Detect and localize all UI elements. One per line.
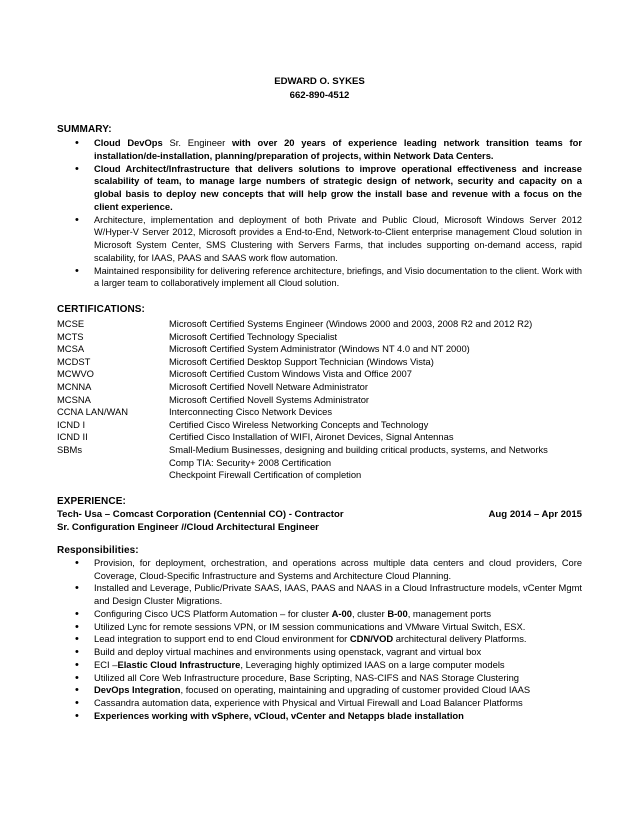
responsibility-item: • ECI –Elastic Cloud Infrastructure, Leveraging highly optimized IAAS on a large computer models (75, 658, 505, 671)
summary-item: • Maintained responsibility for delivering reference architecture, briefings, and Visio documentation to the client. Work with a larger team to collaboratively implement all Cloud solution. (75, 264, 582, 289)
cert-row: CCNA LAN/WAN Interconnecting Cisco Network Devices (57, 406, 333, 418)
bullet-icon: • (75, 162, 79, 175)
responsibilities-heading: Responsibilities: (57, 545, 139, 556)
certifications-table (57, 318, 582, 482)
summary-list (57, 137, 582, 291)
cert-row: Checkpoint Firewall Certification of completion (169, 469, 362, 481)
bullet-icon: • (75, 710, 79, 722)
bullet-icon: • (75, 582, 79, 595)
bullet-icon: • (75, 607, 79, 620)
responsibility-item: • Utilized all Core Web Infrastructure procedure, Base Scripting, NAS-CIFS and NAS Storage Clustering (75, 671, 520, 684)
responsibility-item: • Configuring Cisco UCS Platform Automation – for cluster A-00, cluster B-00, management ports (75, 607, 492, 620)
bullet-icon: • (75, 633, 79, 646)
candidate-phone: 662-890-4512 (289, 90, 350, 101)
experience-heading: EXPERIENCE: (57, 496, 126, 507)
bullet-icon: • (75, 557, 79, 569)
bullet-icon: • (75, 620, 79, 633)
job-header (57, 509, 582, 534)
responsibility-item: • DevOps Integration, focused on operating, maintaining and upgrading of customer provided Cloud IAAS (75, 684, 531, 697)
summary-item: • Architecture, implementation and deployment of both Private and Public Cloud, Microsoft Windows Server 2012 W/Hyper-V Server 2012, Microsoft provides a End-to-End, Network-to-Client enterprise management Cloud solution in Microsoft System Center, SMS Clustering with Servers Farms, that includes supporting on-demand access, rapid scalability, for IAAS, PAAS and SAAS work flow automation. (75, 213, 582, 263)
cert-row: MCNNA Microsoft Certified Novell Netware Administrator (57, 380, 369, 392)
certifications-heading: CERTIFICATIONS: (57, 304, 145, 315)
candidate-name: EDWARD O. SYKES (274, 76, 365, 87)
bullet-icon: • (75, 658, 79, 671)
responsibility-item: • Provision, for deployment, orchestration, and operations across multiple data centers and cloud providers, Core Coverage, Cloud-Specific Infrastructure and Systems and Architecture Cloud Planning. (75, 557, 582, 581)
summary-item: • Cloud DevOps Sr. Engineer with over 20 years of experience leading network transition teams for installation/de-installation, planning/preparation of projects, within Network Data Centers. (75, 137, 582, 161)
bullet-icon: • (75, 697, 79, 710)
cert-row: Comp TIA: Security+ 2008 Certification (169, 456, 332, 468)
bullet-icon: • (75, 213, 79, 226)
bullet-icon: • (75, 646, 79, 659)
responsibility-item: • Build and deploy virtual machines and environments using openstack, vagrant and virtual box (75, 646, 482, 659)
summary-item: • Cloud Architect/Infrastructure that delivers solutions to improve operational effectiveness and increase scalability of team, to manage large numbers of strategic design of network, security and capacity on a global basis to deploy new concepts that will help grow the install base and revenue with a focus on the client experience. (75, 162, 582, 212)
cert-row: SBMs Small-Medium Businesses, designing and building critical products, systems, and Networks (57, 443, 548, 455)
cert-row: MCSNA Microsoft Certified Novell Systems Administrator (57, 393, 370, 405)
cert-row: ICND II Certified Cisco Installation of WIFI, Aironet Devices, Signal Antennas (57, 431, 454, 443)
bullet-icon: • (75, 264, 79, 277)
cert-row: MCTS Microsoft Certified Technology Specialist (57, 330, 338, 342)
cert-row: MCWVO Microsoft Certified Custom Windows Vista and Office 2007 (57, 368, 412, 380)
cert-row: ICND I Certified Cisco Wireless Networking Concepts and Technology (57, 418, 429, 430)
responsibility-item: • Cassandra automation data, experience with Physical and Virtual Firewall and Load Balancer Platforms (75, 697, 523, 710)
cert-row: MCDST Microsoft Certified Desktop Support Technician (Windows Vista) (57, 355, 434, 367)
bullet-icon: • (75, 137, 79, 149)
responsibilities-list (57, 557, 582, 723)
cert-row: MCSE Microsoft Certified Systems Engineer (Windows 2000 and 2003, 2008 R2 and 2012 R2) (57, 318, 533, 329)
cert-row: MCSA Microsoft Certified System Administrator (Windows NT 4.0 and NT 2000) (57, 343, 470, 355)
job-title: Sr. Configuration Engineer //Cloud Architectural Engineer (57, 521, 319, 533)
responsibility-item: • Installed and Leverage, Public/Private SAAS, IAAS, PAAS and NAAS in a Cloud Infrastructure models, vCenter Mgmt and Design Cluster Migrations. (75, 582, 582, 606)
responsibility-item: • Utilized Lync for remote sessions VPN, or IM session communications and VMware Virtual Switch, ESX. (75, 620, 526, 633)
job-company: Tech- Usa – Comcast Corporation (Centennial CO) - Contractor (57, 509, 344, 520)
responsibility-item: • Lead integration to support end to end Cloud environment for CDN/VOD architectural delivery Platforms. (75, 633, 527, 646)
job-dates: Aug 2014 – Apr 2015 (488, 509, 582, 520)
bullet-icon: • (75, 671, 79, 684)
responsibility-item: • Experiences working with vSphere, vCloud, vCenter and Netapps blade installation (75, 710, 464, 722)
bullet-icon: • (75, 684, 79, 697)
summary-heading: SUMMARY: (57, 124, 112, 135)
